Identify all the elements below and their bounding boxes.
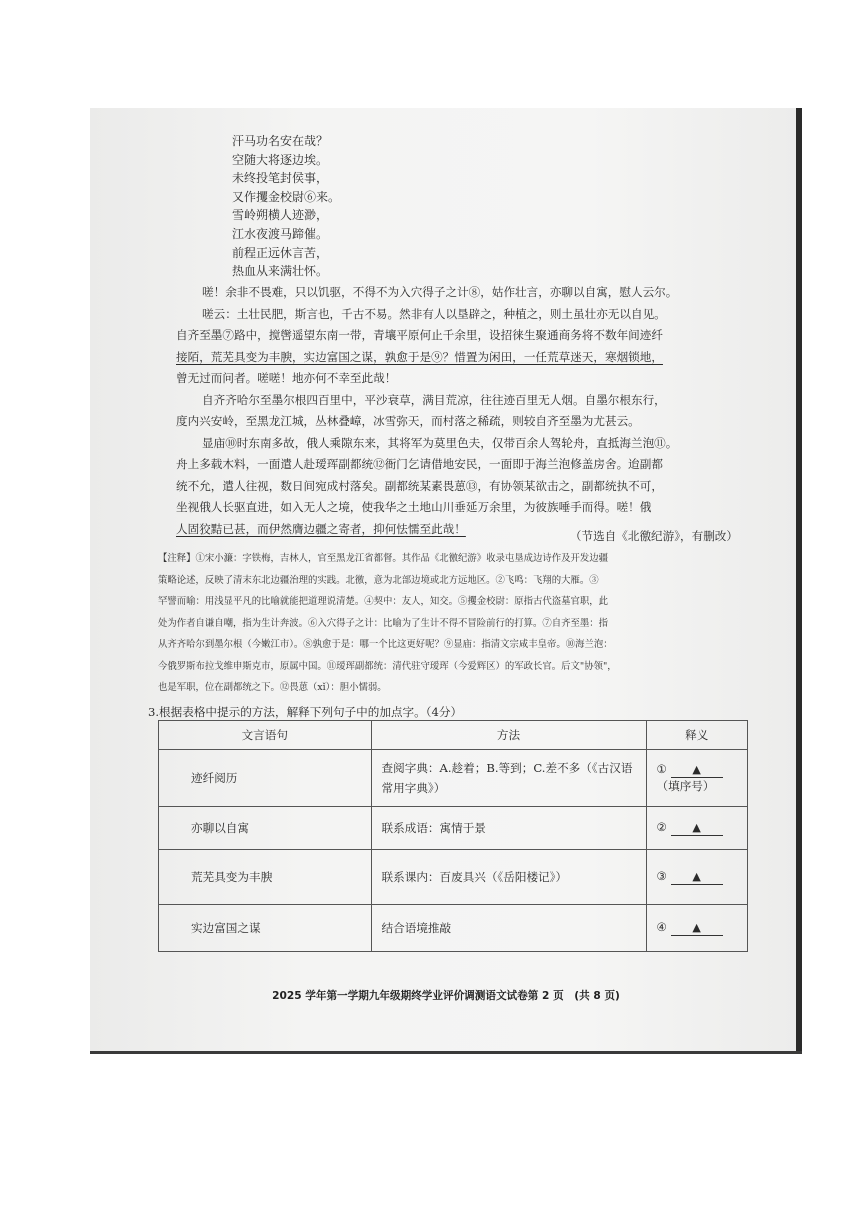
poem-line: 又作攫金校尉⑥来。 [232, 189, 341, 204]
answer-cell[interactable] [646, 750, 747, 807]
table-row [159, 905, 748, 952]
answer-number: ④ [656, 920, 667, 934]
note-line: 从齐齐哈尔到墨尔根（今嫩江市）。⑧孰愈于是：哪一个比这更好呢？⑨显庙：指清文宗咸丰皇帝。⑩海兰泡： [158, 639, 613, 650]
table-row [159, 750, 748, 807]
answer-number: ③ [656, 869, 667, 883]
answer-number: ② [656, 820, 667, 834]
note-line: 处为作者自谦自嘲，指为生计奔波。⑥入穴得子之计：比喻为了生计不得不冒险前行的打算。⑦自齐至墨：指 [158, 617, 609, 629]
answer-blank[interactable]: ▲ [671, 763, 723, 778]
table-header-row [159, 721, 748, 750]
prose-body [90, 282, 802, 540]
exam-page [90, 108, 802, 1054]
page-edge-shadow [796, 108, 802, 1054]
header-cell: 方法 [371, 721, 646, 750]
prose-line [90, 325, 802, 347]
method-cell: 查阅字典：A.趁着；B.等到；C.差不多（《古汉语常用字典》） [371, 750, 646, 807]
poem-line: 未终投笔封侯事， [232, 171, 329, 186]
answer-cell[interactable] [646, 850, 747, 905]
note-line: 【注释】①宋小濂：字铁梅，吉林人，官至黑龙江省都督。其作品《北徼纪游》收录屯垦成边诗作及开发边疆 [158, 553, 609, 564]
sentence-cell: 实边富国之谋 [159, 905, 372, 952]
poem-line: 汗马功名安在哉？ [232, 134, 329, 148]
annotations [158, 548, 758, 699]
prose-line: 曾无过而问者。嗟嗟！地亦何不幸至此哉！ [176, 371, 397, 385]
poem-line: 前程正远休言苦， [232, 245, 329, 260]
note-line: 今俄罗斯布拉戈维申斯克市，原属中国。⑪瑷珲副都统：清代驻守瑷珲（今爱辉区）的军政长官。后文"协领"， [158, 660, 617, 672]
answer-blank[interactable]: ▲ [671, 870, 723, 885]
prose-line: 坐视俄人长驱直进，如入无人之境，使我华之土地山川垂延万余里，为彼族唾手而得。嗟！俄 [176, 500, 652, 514]
note-line: 策略论述，反映了清末东北边疆治理的实践。北徼，意为北部边境或北方远地区。②飞鸣：飞翔的大雁。③ [158, 574, 599, 586]
note-line: 也是军职，位在副都统之下。⑫畏葸（xǐ）：胆小懦弱。 [158, 682, 387, 693]
poem [232, 132, 340, 281]
prose-line: 嗟云：土壮民肥，斯言也，千古不易。然非有人以垦辟之，种植之，则土虽壮亦无以自见。 [202, 306, 666, 321]
page-footer: 2025 学年第一学期九年级期终学业评价调测语文试卷第 2 页 (共 8 页) [272, 990, 620, 1002]
table-row [159, 850, 748, 905]
method-cell: 联系课内：百废具兴（《岳阳楼记》） [371, 850, 646, 905]
page-edge-shadow [90, 1051, 802, 1054]
poem-line: 热血从来满壮怀。 [232, 264, 329, 279]
prose-line: 统不允，遣人往视，数日间宛成村落矣。副都统某素畏葸⑬，有协领某欲击之，副都统执不可， [176, 478, 663, 493]
note-line: 罕譬而喻：用浅显平凡的比喻就能把道理说清楚。④契中：友人，知交。⑤攫金校尉：原指古代盗墓官职，此 [158, 596, 609, 607]
prose-line: 人固狡黠已甚，而伊然膺边疆之寄者，抑何怯懦至此哉！ [176, 521, 466, 536]
prose-line: 显庙⑩时东南多故，俄人乘隙东来，其将军为莫里色夫，仅带百余人驾轮舟，直抵海兰泡⑪。 [202, 435, 678, 450]
answer-blank[interactable]: ▲ [671, 921, 723, 936]
sentence-cell: 迹纤阅历 [159, 750, 372, 807]
answer-number: ① [656, 762, 667, 776]
sentence-cell: 亦聊以自寓 [159, 807, 372, 850]
prose-text: 接陌，荒芜具变为丰腴，实边富国之谋，孰愈于是⑨？惜置为闲田，一任荒草迷天，寒烟锁地， [176, 349, 663, 364]
poem-line: 空随大将逐边埃。 [232, 152, 329, 167]
answer-blank[interactable]: ▲ [671, 821, 723, 836]
prose-line [90, 347, 802, 369]
source-citation: （节选自《北徼纪游》，有删改） [569, 529, 738, 543]
answer-table [158, 720, 748, 952]
sentence-cell: 荒芜具变为丰腴 [159, 850, 372, 905]
method-cell: 结合语境推敲 [371, 905, 646, 952]
question-title: 3.根据表格中提示的方法，解释下列句子中的加点字。（4分） [148, 705, 463, 719]
answer-cell[interactable] [646, 905, 747, 952]
prose-line: 舟上多载木料，一面遣人赴瑷珲副都统⑫衙门乞请借地安民，一面即于海兰泡修盖房舍。迨副都 [176, 457, 663, 471]
table-row [159, 807, 748, 850]
answer-cell[interactable] [646, 807, 747, 850]
poem-line: 江水夜渡马蹄催。 [232, 226, 329, 241]
poem-line: 雪岭朔横人迹渺， [232, 208, 329, 223]
answer-note: （填序号） [656, 779, 715, 793]
prose-line: 嗟！余非不畏难，只以饥驱，不得不为入穴得子之计⑧，姑作壮言，亦聊以自寓，慰人云尔。 [202, 285, 678, 299]
header-cell: 文言语句 [159, 721, 372, 750]
prose-line: 自齐齐哈尔至墨尔根四百里中，平沙衰草，满目荒凉，往往迹百里无人烟。自墨尔根东行， [202, 392, 666, 407]
prose-line: 度内兴安岭，至黑龙江城，丛林叠嶂，冰雪弥天，而村落之稀疏，则较自齐至墨为尤甚云。 [176, 414, 640, 428]
header-cell: 释义 [646, 721, 747, 750]
method-cell: 联系成语：寓情于景 [371, 807, 646, 850]
prose-text: 自齐至墨⑦路中，搅辔遥望东南一带，青壤平原何止千余里，设招徕生聚通商务将不数年间迹纤 [176, 328, 663, 342]
